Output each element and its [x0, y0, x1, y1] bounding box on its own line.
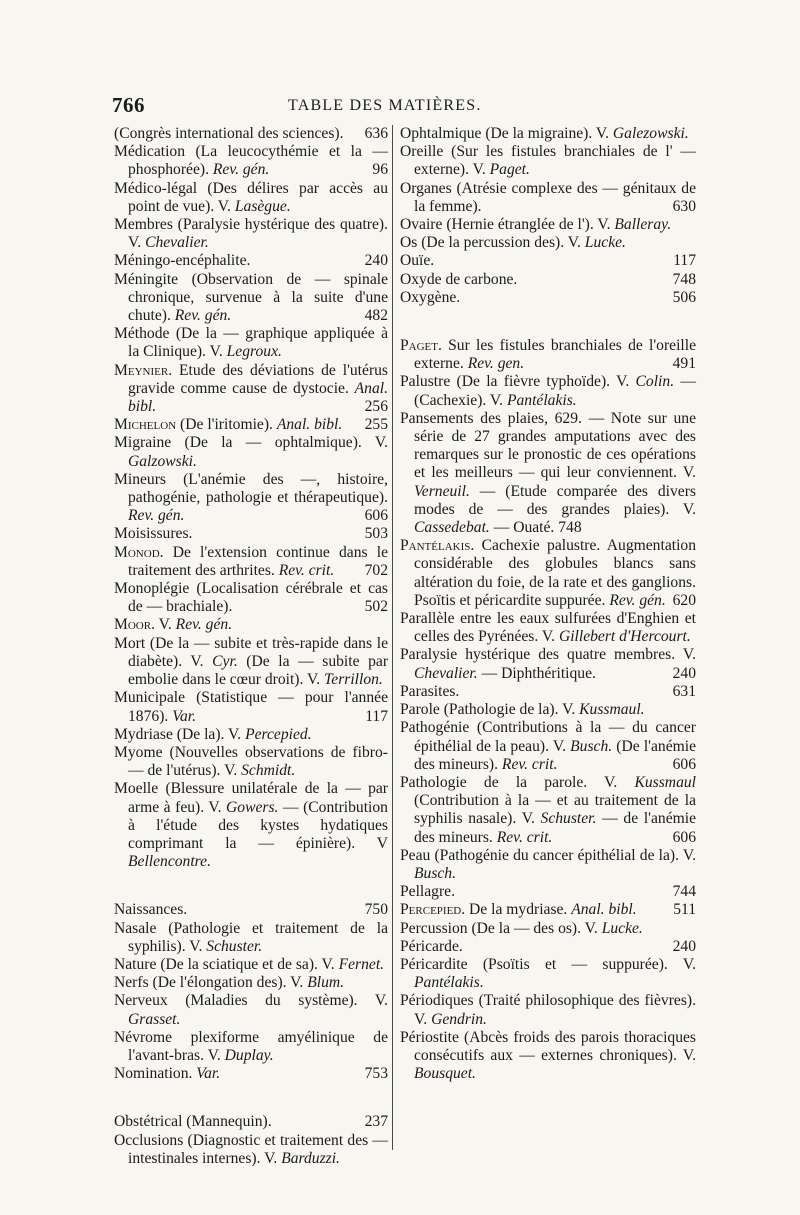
page-reference: 255 [364, 416, 388, 434]
page-reference: 240 [672, 664, 696, 682]
page-reference: 744 [672, 883, 696, 901]
reference: Cyr. [212, 652, 238, 670]
reference: Galezowski. [612, 125, 689, 142]
index-entry: Méthode (De la — graphique appliquée à la Clinique). V. Legroux. [114, 325, 388, 361]
reference: Terrillon. [324, 671, 383, 689]
reference: Anal. bibl. [571, 901, 637, 919]
reference: Rev. gén. [609, 591, 666, 609]
page-reference: 753 [364, 1065, 388, 1083]
index-entry: Ophtalmique (De la migraine). V. Galezowski. [400, 125, 689, 142]
page-reference: 606 [672, 755, 696, 773]
index-entry: Pathologie de la parole. V. Kussmaul (Contribution à la — et au traitement de la syphilis nasale). V. Schuster. — de l'anémie des mineurs. Rev. crit. 606 [400, 773, 696, 846]
index-entry: Péricardite (Psoïtis et — suppurée). V. Pantélakis. [400, 955, 696, 992]
reference: Schmidt. [241, 762, 296, 780]
page-reference: 748 [672, 270, 696, 288]
index-entry: Migraine (De la — ophtalmique). V. Galzowski. [114, 434, 388, 470]
page-reference: 256 [364, 398, 388, 416]
index-entry: Périodiques (Traité philosophique des fièvres). V. Gendrin. [400, 992, 696, 1028]
reference: Gowers. [226, 798, 279, 816]
page-reference: 620 [672, 591, 696, 609]
reference: Legroux. [226, 343, 282, 361]
reference: Var. [196, 1065, 221, 1083]
reference: Galzowski. [128, 452, 197, 470]
index-column-right [400, 125, 696, 1083]
page-reference: 240 [364, 252, 388, 270]
reference: Chevalier. [145, 234, 209, 252]
page-reference: 491 [672, 355, 696, 373]
index-entry: Municipale (Statistique — pour l'année 1876). Var. 117 [114, 689, 388, 725]
page-reference: 237 [364, 1113, 388, 1131]
author-name: Percepied. [400, 901, 466, 919]
index-entry: Occlusions (Diagnostic et traitement des — intestinales internes). V. Barduzzi. [114, 1131, 388, 1167]
page-number: 766 [112, 93, 145, 117]
reference: Kussmaul [634, 773, 696, 791]
reference: Lucke. [584, 234, 626, 252]
index-entry: Parasites. 631 [400, 682, 696, 700]
page-reference: 606 [672, 828, 696, 846]
index-entry: Ouïe. 117 [400, 252, 696, 270]
reference: Schuster. [206, 937, 263, 955]
index-entry: Monod. De l'extension continue dans le traitement des arthrites. Rev. crit. 702 [114, 543, 388, 579]
index-entry: Percepied. De la mydriase. Anal. bibl. 511 [400, 901, 696, 919]
page-reference: 117 [673, 252, 696, 270]
reference: Rev. gen. [467, 355, 525, 373]
index-column-left [114, 125, 388, 1168]
reference: Gendrin. [431, 1010, 487, 1028]
index-entry: Michelon (De l'iritomie). Anal. bibl. 255 [114, 416, 388, 434]
reference: Pantélakis. [506, 391, 577, 409]
index-entry: Paget. Sur les fistules branchiales de l'oreille externe. Rev. gen. 491 [400, 337, 696, 373]
page-reference: 636 [364, 125, 388, 142]
index-entry: Oxyde de carbone. 748 [400, 270, 696, 288]
page-reference: 606 [364, 507, 388, 525]
column-divider [392, 125, 393, 1150]
index-entry: (Congrès international des sciences). 636 [114, 125, 388, 142]
index-entry: Mineurs (L'anémie des —, histoire, pathogénie, pathologie et thérapeutique). Rev. gén. 606 [114, 470, 388, 525]
reference: Paget. [489, 161, 530, 179]
index-entry: Organes (Atrésie complexe des — génitaux de la femme). 630 [400, 179, 696, 215]
index-entry: Peau (Pathogénie du cancer épithélial de la). V. Busch. [400, 846, 696, 882]
page-reference: 511 [673, 901, 696, 919]
index-entry: Percussion (De la — des os). V. Lucke. [400, 919, 643, 937]
reference: Rev. crit. [496, 828, 553, 846]
index-entry: Pellagre. 744 [400, 883, 696, 901]
author-name: Michelon [114, 416, 177, 434]
index-entry: Méningo-encéphalite. 240 [114, 252, 388, 270]
author-name: Meynier. [114, 361, 173, 379]
section-gap [114, 871, 388, 901]
reference: Chevalier. [414, 664, 478, 682]
index-entry: Névrome plexiforme amyélinique de l'avant-bras. V. Duplay. [114, 1028, 388, 1064]
index-entry: Obstétrical (Mannequin). 237 [114, 1113, 388, 1131]
index-entry: Membres (Paralysie hystérique des quatre). V. Chevalier. [114, 216, 388, 252]
page-reference: 502 [364, 598, 388, 616]
index-entry: Oxygène. 506 [400, 288, 696, 306]
reference: Barduzzi. [281, 1149, 340, 1167]
index-entry: Nasale (Pathologie et traitement de la syphilis). V. Schuster. [114, 919, 388, 955]
reference: Rev. gén. [212, 161, 270, 179]
section-gap [400, 307, 696, 337]
reference: Bousquet. [414, 1065, 476, 1083]
reference: Rev. gén. [175, 616, 233, 634]
reference: Schuster. [540, 810, 597, 828]
index-entry: Moisissures. 503 [114, 525, 388, 543]
reference: Duplay. [224, 1046, 274, 1064]
reference: Cassedebat. [414, 519, 490, 537]
index-entry: Moor. V. Rev. gén. [114, 616, 233, 634]
reference: Anal. bibl. [128, 379, 388, 416]
page-reference: 750 [364, 901, 388, 919]
index-entry: Nerfs (De l'élongation des). V. Blum. [114, 974, 345, 992]
page-reference: 482 [364, 307, 388, 325]
index-entry: Pathogénie (Contributions à la — du cancer épithélial de la peau). V. Busch. (De l'anémie des mineurs). Rev. crit. 606 [400, 719, 696, 773]
reference: Anal. bibl. [276, 416, 343, 434]
reference: Busch. [414, 864, 457, 882]
page-reference: 503 [364, 525, 388, 543]
author-name: Moor. [114, 616, 155, 634]
index-entry: Pansements des plaies, 629. — Note sur une série de 27 grandes amputations avec des remarques sur le pronostic de ces opérations et les meilleurs — qui leur conviennent. V. Verneuil. — (Etude comparée des divers modes de — des grandes plaies). V. Cassedebat. — Ouaté. 748 [400, 409, 696, 537]
index-entry: Monoplégie (Localisation cérébrale et cas de — brachiale). 502 [114, 580, 388, 616]
author-name: Pantélakis. [400, 537, 475, 555]
index-entry: Péricarde. 240 [400, 937, 696, 955]
index-entry: Nature (De la sciatique et de sa). V. Fernet. [114, 955, 385, 973]
page-reference: 117 [365, 707, 388, 725]
index-entry: Moelle (Blessure unilatérale de la — par arme à feu). V. Gowers. — (Contribution à l'étude des kystes hydatiques comprimant la — épinière). V Bellencontre. [114, 780, 388, 871]
index-entry: Ovaire (Hernie étranglée de l'). V. Balleray. [400, 216, 672, 234]
reference: Verneuil. [414, 482, 470, 500]
reference: Lucke. [601, 919, 643, 937]
index-entry: Palustre (De la fièvre typhoïde). V. Colin. — (Cachexie). V. Pantélakis. [400, 373, 696, 409]
running-head: TABLE DES MATIÈRES. [288, 97, 482, 114]
reference: Pantélakis. [414, 974, 484, 992]
page-reference: 240 [672, 937, 696, 955]
index-entry: Paralysie hystérique des quatre membres. V. Chevalier. — Diphthéritique. 240 [400, 646, 696, 682]
page-reference: 506 [672, 288, 696, 306]
reference: Rev. crit. [501, 755, 558, 773]
author-name: Monod. [114, 543, 164, 561]
reference: Balleray. [614, 216, 672, 234]
index-entry: Nerveux (Maladies du système). V. Grasset. [114, 992, 388, 1028]
reference: Colin. [635, 373, 675, 391]
section-gap [114, 1083, 388, 1113]
reference: Rev. crit. [278, 561, 335, 579]
index-entry: Oreille (Sur les fistules branchiales de l' — externe). V. Paget. [400, 143, 696, 179]
index-entry: Myome (Nouvelles observations de fibro- — de l'utérus). V. Schmidt. [114, 743, 388, 780]
reference: Blum. [307, 974, 345, 992]
reference: Gillebert d'Hercourt. [558, 628, 691, 646]
page-reference: 631 [672, 682, 696, 700]
reference: Busch. [570, 737, 613, 755]
page-reference: 96 [372, 161, 388, 179]
reference: Rev. gén. [128, 507, 185, 525]
index-entry: Pantélakis. Cachexie palustre. Augmentation considérable des globules blancs sans altération du foie, de la rate et des ganglions. Psoïtis et péricardite suppurée. Rev. gén. 620 [400, 537, 696, 609]
index-entry: Os (De la percussion des). V. Lucke. [400, 234, 626, 252]
index-entry: Naissances. 750 [114, 901, 388, 919]
index-entry: Mydriase (De la). V. Percepied. [114, 725, 312, 743]
reference: Fernet. [338, 955, 385, 973]
reference: Lasègue. [234, 197, 291, 215]
index-entry: Meynier. Etude des déviations de l'utérus gravide comme cause de dystocie. Anal. bibl. 256 [114, 361, 388, 416]
index-entry: Périostite (Abcès froids des parois thoraciques consécutifs aux — externes chroniques). V. Bousquet. [400, 1028, 696, 1083]
reference: Rev. gén. [174, 307, 232, 325]
reference: Percepied. [245, 725, 312, 743]
reference: Var. [172, 707, 197, 725]
author-name: Paget. [400, 337, 442, 355]
index-entry: Médication (La leucocythémie et la — phosphorée). Rev. gén. 96 [114, 143, 388, 179]
index-entry: Médico-légal (Des délires par accès au point de vue). V. Lasègue. [114, 179, 388, 215]
page-reference: 702 [364, 561, 388, 579]
index-entry: Nomination. Var. 753 [114, 1065, 388, 1083]
reference: Bellencontre. [128, 853, 211, 871]
reference: Kussmaul. [579, 701, 645, 719]
reference: Grasset. [128, 1010, 181, 1028]
index-entry: Parallèle entre les eaux sulfurées d'Enghien et celles des Pyrénées. V. Gillebert d'Hercourt. [400, 610, 696, 646]
index-entry: Mort (De la — subite et très-rapide dans le diabète). V. Cyr. (De la — subite par embolie dans le cœur droit). V. Terrillon. [114, 634, 389, 689]
index-entry: Méningite (Observation de — spinale chronique, survenue à la suite d'une chute). Rev. gén. 482 [114, 270, 388, 325]
page-reference: 630 [672, 197, 696, 215]
index-entry: Parole (Pathologie de la). V. Kussmaul. [400, 701, 645, 719]
